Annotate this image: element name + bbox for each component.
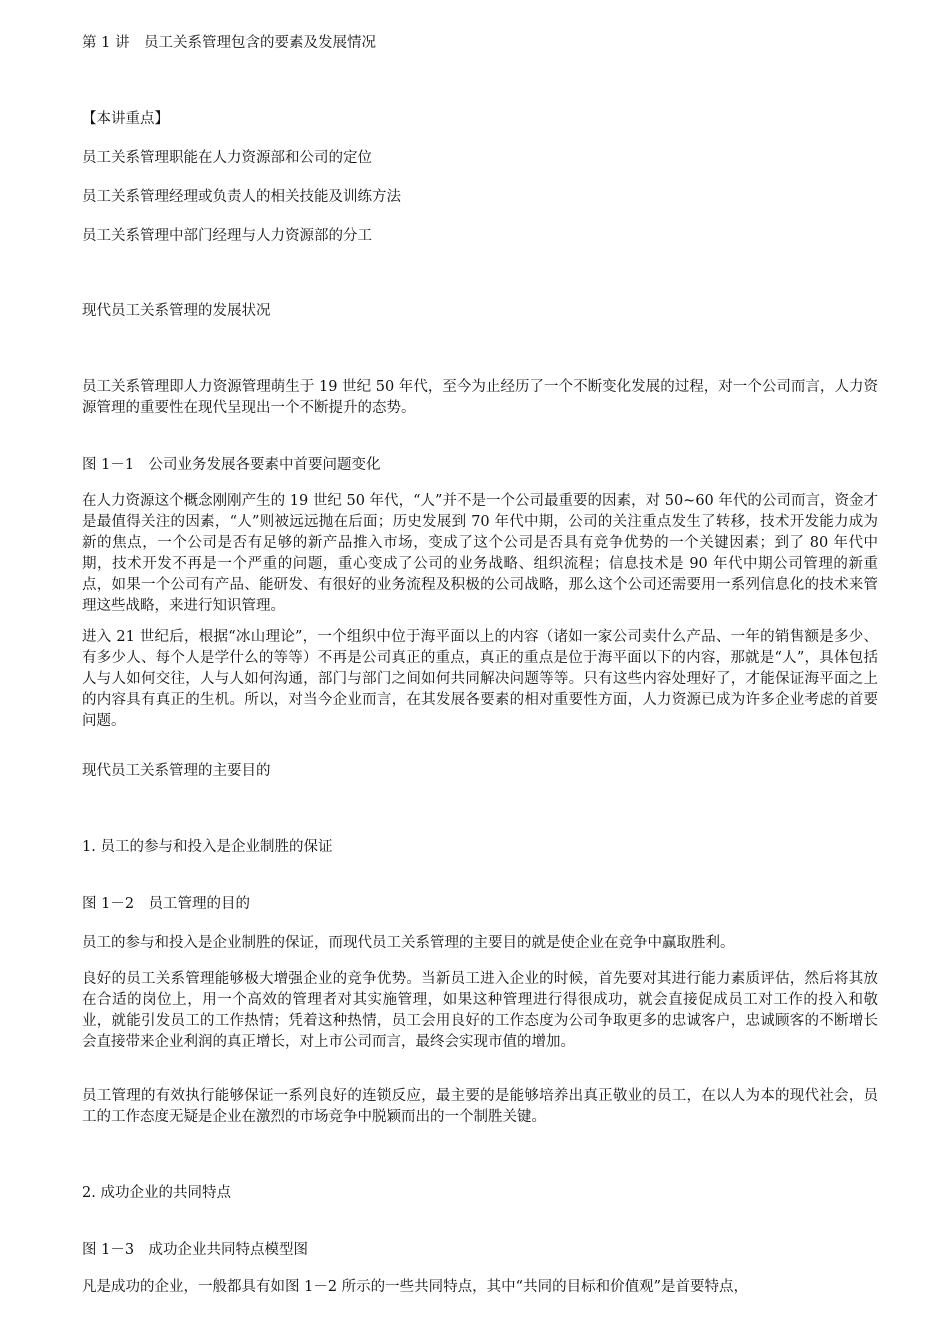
body-paragraph: 凡是成功的企业，一般都具有如图 1－2 所示的一些共同特点，其中“共同的目标和价值观”是首要特点，: [82, 1279, 748, 1295]
subsection-heading: 2. 成功企业的共同特点: [82, 1185, 231, 1201]
lecture-title: 第 1 讲 员工关系管理包含的要素及发展情况: [82, 35, 376, 51]
body-paragraph: 员工关系管理即人力资源管理萌生于 19 世纪 50 年代，至今为止经历了一个不断变化发展的过程，对一个公司而言，人力资源管理的重要性在现代呈现出一个不断提升的态势。: [82, 379, 878, 416]
key-point-item: 员工关系管理经理或负责人的相关技能及训练方法: [82, 189, 401, 205]
key-point-item: 员工关系管理中部门经理与人力资源部的分工: [82, 228, 372, 244]
key-point-item: 员工关系管理职能在人力资源部和公司的定位: [82, 150, 372, 166]
figure-caption: 图 1－1 公司业务发展各要素中首要问题变化: [82, 457, 381, 473]
body-paragraph: 在人力资源这个概念刚刚产生的 19 世纪 50 年代，“人”并不是一个公司最重要的因素，对 50~60 年代的公司而言，资金才是最值得关注的因素，“人”则被远远抛在后面；历史发展到 70 年代中期，公司的关注重点发生了转移，技术开发能力成为新的焦点，一个公司是否有足够的新产品推入市场，变成了这个公司是否具有竞争优势的一个关键因素；到了 80 年代中期，技术开发不再是一个严重的问题，重心变成了公司的业务战略、组织流程；信息技术是 90 年代中期公司管理的新重点，如果一个公司有产品、能研发、有很好的业务流程及积极的公司战略，那么这个公司还需要用一系列信息化的技术来管理这些战略，来进行知识管理。: [82, 493, 878, 614]
key-points-heading: 【本讲重点】: [82, 111, 169, 127]
figure-caption: 图 1－3 成功企业共同特点模型图: [82, 1242, 309, 1258]
figure-caption: 图 1－2 员工管理的目的: [82, 896, 251, 912]
subsection-heading: 1. 员工的参与和投入是企业制胜的保证: [82, 839, 333, 855]
section-heading: 现代员工关系管理的发展状况: [82, 303, 271, 319]
section-heading: 现代员工关系管理的主要目的: [82, 763, 271, 779]
body-paragraph: 进入 21 世纪后，根据“冰山理论”，一个组织中位于海平面以上的内容（诸如一家公司卖什么产品、一年的销售额是多少、有多少人、每个人是学什么的等等）不再是公司真正的重点，真正的重点是位于海平面以下的内容，那就是“人”，具体包括人与人如何交往，人与人如何沟通，部门与部门之间如何共同解决问题等等。只有这些内容处理好了，才能保证海平面之上的内容具有真正的生机。所以，对当今企业而言，在其发展各要素的相对重要性方面，人力资源已成为许多企业考虑的首要问题。: [82, 629, 878, 729]
body-paragraph: 良好的员工关系管理能够极大增强企业的竞争优势。当新员工进入企业的时候，首先要对其进行能力素质评估，然后将其放在合适的岗位上，用一个高效的管理者对其实施管理，如果这种管理进行得很成功，就会直接促成员工对工作的投入和敬业，就能引发员工的工作热情；凭着这种热情，员工会用良好的工作态度为公司争取更多的忠诚客户，忠诚顾客的不断增长会直接带来企业利润的真正增长，对上市公司而言，最终会实现市值的增加。: [82, 971, 878, 1050]
body-paragraph: 员工的参与和投入是企业制胜的保证，而现代员工关系管理的主要目的就是使企业在竞争中赢取胜利。: [82, 935, 735, 951]
body-paragraph: 员工管理的有效执行能够保证一系列良好的连锁反应，最主要的是能够培养出真正敬业的员工，在以人为本的现代社会，员工的工作态度无疑是企业在激烈的市场竞争中脱颖而出的一个制胜关键。: [82, 1088, 878, 1125]
